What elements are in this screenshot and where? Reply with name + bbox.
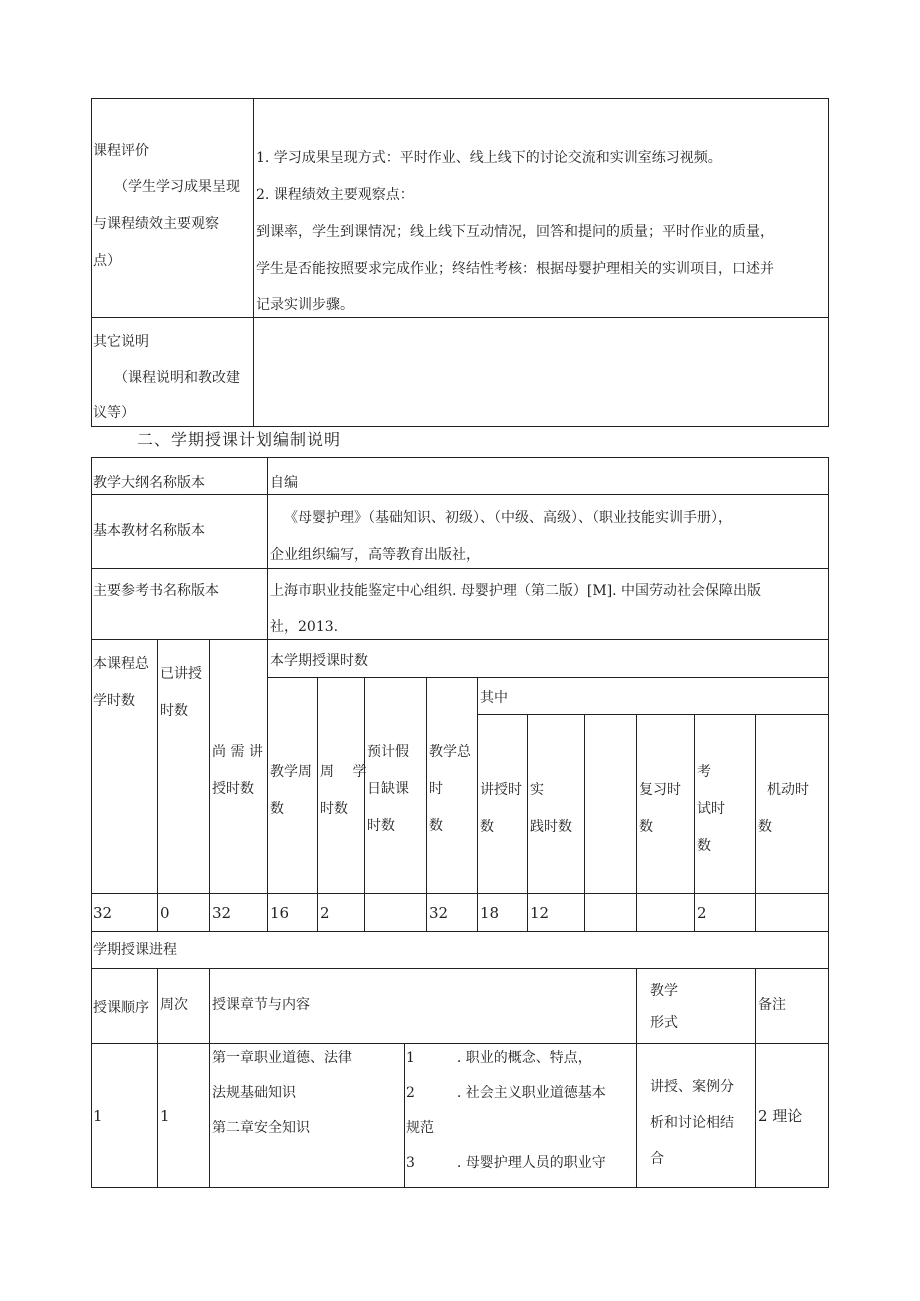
value-exam: 2 <box>697 904 707 922</box>
row1-item-line: 1 . 职业的概念、特点， <box>406 1050 592 1066</box>
rule <box>253 98 254 427</box>
rule <box>91 931 829 932</box>
row1-order: 1 <box>93 1107 103 1125</box>
value-per-week: 2 <box>320 904 330 922</box>
row1-form <box>650 1069 734 1177</box>
row1-chapter-line: 第二章安全知识 <box>212 1120 310 1136</box>
other-label-3: 议等） <box>93 405 135 421</box>
col-form-line: 教学 <box>650 983 678 999</box>
rule <box>91 494 829 495</box>
holiday-line: 日缺课 <box>367 781 409 797</box>
total-hours-line: 本课程总 <box>93 656 149 672</box>
rule <box>209 639 210 931</box>
outline-value: 自编 <box>270 475 298 491</box>
taught-hours-line: 时数 <box>160 703 188 719</box>
review-line: 数 <box>639 819 653 835</box>
section-title: 二、学期授课计划编制说明 <box>137 430 342 449</box>
rule <box>755 968 756 1188</box>
flex-line: 机动时 <box>767 782 809 798</box>
semester-hours-header: 本学期授课时数 <box>270 653 368 669</box>
rule <box>91 98 829 99</box>
rule <box>91 317 829 318</box>
exam-line: 试时 <box>697 801 725 817</box>
col-order: 授课顺序 <box>93 1000 149 1016</box>
taught-hours-header <box>160 656 202 730</box>
row1-chapters <box>212 1041 352 1146</box>
evaluation-label-4: 点） <box>93 253 121 269</box>
evaluation-content-4: 学生是否能按照要求完成作业；终结性考核：根据母婴护理相关的实训项目，口述并 <box>256 261 774 277</box>
rule <box>477 714 829 715</box>
reference-line-2: 社，2013. <box>270 619 339 635</box>
rule <box>157 968 158 1188</box>
flex-header <box>758 772 809 846</box>
rule <box>157 639 158 931</box>
rule <box>267 457 268 640</box>
rule <box>755 714 756 931</box>
textbook-line-2: 企业组织编写，高等教育出版社， <box>270 547 480 563</box>
rule <box>91 98 92 427</box>
evaluation-content-5: 记录实训步骤。 <box>256 297 354 313</box>
rule <box>317 677 318 931</box>
rule <box>828 98 829 427</box>
value-lecture: 18 <box>480 904 500 922</box>
rule <box>91 893 829 894</box>
col-form <box>650 975 678 1039</box>
total-sem-line: 数 <box>429 818 443 834</box>
rule <box>91 968 829 969</box>
rule <box>426 677 427 931</box>
row1-form-line: 合 <box>650 1151 664 1167</box>
review-header <box>639 772 681 846</box>
value-remaining: 32 <box>212 904 232 922</box>
value-total: 32 <box>93 904 113 922</box>
rule <box>91 426 829 427</box>
evaluation-content-1: 1. 学习成果呈现方式：平时作业、线上线下的讨论交流和实训室练习视频。 <box>256 150 722 166</box>
lecture-line: 讲授时 <box>480 782 522 798</box>
remaining-hours-header <box>212 734 263 808</box>
per-week-line: 周 学 <box>320 764 367 780</box>
rule <box>267 639 268 931</box>
weeks-header <box>270 754 312 828</box>
total-sem-line: 时 <box>429 781 443 797</box>
weeks-line: 数 <box>270 801 284 817</box>
row1-week: 1 <box>160 1107 170 1125</box>
total-hours-line: 学时数 <box>93 693 135 709</box>
remaining-hours-line: 尚 需 讲 <box>212 744 263 760</box>
rule <box>636 968 637 1188</box>
total-sem-header <box>429 734 471 845</box>
reference-line-1: 上海市职业技能鉴定中心组织. 母婴护理（第二版）[M]. 中国劳动社会保障出版 <box>270 583 762 599</box>
textbook-line-1: 《母婴护理》（基础知识、初级）、（中级、高级）、（职业技能实训手册）， <box>284 510 732 526</box>
row1-chapter-line: 法规基础知识 <box>212 1085 296 1101</box>
value-practice: 12 <box>530 904 550 922</box>
evaluation-content-2: 2. 课程绩效主要观察点： <box>256 187 414 203</box>
row1-item-line: 规范 <box>406 1120 434 1136</box>
value-weeks: 16 <box>270 904 290 922</box>
practice-line: 实 <box>530 782 544 798</box>
col-form-line: 形式 <box>650 1015 678 1031</box>
row1-chapter-line: 第一章职业道德、法律 <box>212 1050 352 1066</box>
rule <box>404 1043 405 1188</box>
holiday-line: 时数 <box>367 818 395 834</box>
other-label-1: 其它说明 <box>93 334 149 350</box>
flex-line: 数 <box>758 819 772 835</box>
rule <box>91 639 829 640</box>
of-which-header: 其中 <box>480 690 508 706</box>
total-hours-header <box>93 646 149 720</box>
row1-form-line: 讲授、案例分 <box>650 1079 734 1095</box>
weeks-line: 教学周 <box>270 764 312 780</box>
rule <box>694 714 695 931</box>
exam-line: 数 <box>697 838 711 854</box>
exam-line: 考 <box>697 764 711 780</box>
textbook-label: 基本教材名称版本 <box>93 523 205 539</box>
rule <box>91 457 829 458</box>
total-sem-line: 教学总 <box>429 744 471 760</box>
rule <box>527 714 528 931</box>
value-total-sem: 32 <box>429 904 449 922</box>
holiday-header <box>367 734 409 845</box>
rule <box>91 457 92 1188</box>
rule <box>91 568 829 569</box>
lecture-header <box>480 772 522 846</box>
rule <box>477 677 478 931</box>
row1-items <box>406 1041 606 1181</box>
rule <box>267 677 829 678</box>
row1-form-line: 析和讨论相结 <box>650 1115 734 1131</box>
progress-title: 学期授课进程 <box>93 942 177 958</box>
exam-header <box>697 754 725 865</box>
outline-label: 教学大纲名称版本 <box>93 475 205 491</box>
col-content: 授课章节与内容 <box>212 997 310 1013</box>
value-taught: 0 <box>160 904 170 922</box>
practice-line: 践时数 <box>530 819 572 835</box>
rule <box>828 457 829 1188</box>
review-line: 复习时 <box>639 782 681 798</box>
reference-label: 主要参考书名称版本 <box>93 583 219 599</box>
row1-item-line: 2 . 社会主义职业道德基本 <box>406 1085 606 1101</box>
col-note: 备注 <box>758 997 786 1013</box>
lecture-line: 数 <box>480 819 494 835</box>
row1-item-line: 3 . 母婴护理人员的职业守 <box>406 1155 606 1171</box>
remaining-hours-line: 授时数 <box>212 781 254 797</box>
per-week-header <box>320 754 366 828</box>
other-label-2: （课程说明和教改建 <box>114 370 240 386</box>
rule <box>209 968 210 1188</box>
practice-header <box>530 772 572 846</box>
evaluation-label-3: 与课程绩效主要观察 <box>93 216 219 232</box>
evaluation-label-2: （学生学习成果呈现 <box>114 179 240 195</box>
taught-hours-line: 已讲授 <box>160 666 202 682</box>
rule <box>636 714 637 931</box>
evaluation-label-1: 课程评价 <box>93 143 149 159</box>
holiday-line: 预计假 <box>367 744 409 760</box>
rule <box>91 1187 829 1188</box>
evaluation-content-3: 到课率，学生到课情况；线上线下互动情况，回答和提问的质量；平时作业的质量， <box>256 224 774 240</box>
row1-note: 2 理论 <box>758 1107 803 1125</box>
rule <box>584 714 585 931</box>
per-week-line: 时数 <box>320 801 348 817</box>
col-week: 周次 <box>160 997 188 1013</box>
